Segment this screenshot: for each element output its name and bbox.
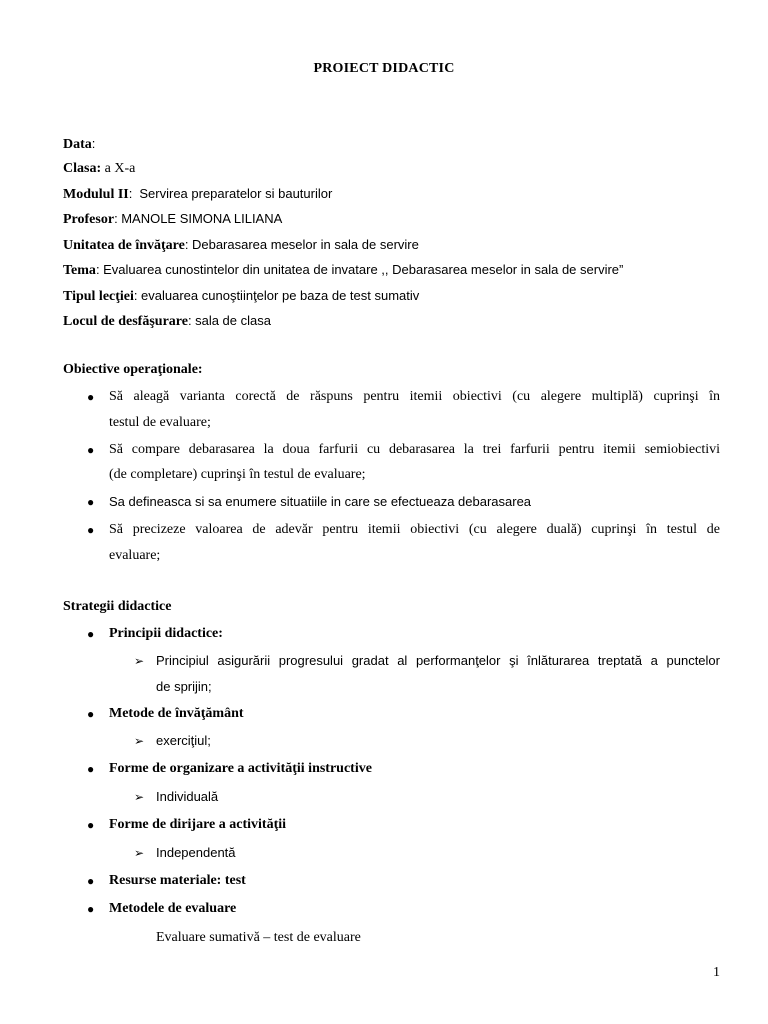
field-modulul: Modulul II: Servirea preparatelor si bauturilor (63, 186, 333, 202)
objective-1-line1: Să aleagă varianta corectă de răspuns pentru itemii obiectivi (cu alegere multiplă) cuprinşi în (109, 389, 720, 404)
bullet-icon: ● (87, 495, 95, 509)
arrow-bullet-icon: ➢ (134, 790, 145, 804)
bullet-icon: ● (87, 627, 95, 641)
field-data-label: Data (63, 137, 92, 152)
field-clasa (63, 161, 135, 177)
field-locul-label: Locul de desfăşurare (63, 314, 188, 329)
evaluare-label: Metodele de evaluare (109, 901, 237, 916)
arrow-bullet-icon: ➢ (134, 734, 145, 748)
principii-sub-line2: de sprijin; (156, 679, 212, 694)
bullet-icon: ● (87, 874, 95, 888)
objective-2-line2: (de completare) cuprinşi în testul de evaluare; (109, 467, 366, 482)
objective-2-line1: Să compare debarasarea la doua farfurii cu debarasarea la trei farfurii pentru itemii semiobiectivi (109, 442, 720, 457)
bullet-icon: ● (87, 390, 95, 404)
field-clasa-label: Clasa: (63, 161, 102, 176)
strategies-heading: Strategii didactice (63, 599, 172, 614)
field-locul-value: sala de clasa (195, 313, 271, 328)
objectives-heading: Obiective operaţionale: (63, 362, 203, 377)
forme-dirijare-sub: Independentă (156, 845, 236, 860)
field-unitatea-value: Debarasarea meselor in sala de servire (191, 237, 419, 252)
bullet-icon: ● (87, 707, 95, 721)
field-locul: Locul de desfăşurare: sala de clasa (63, 313, 271, 329)
field-tema-label: Tema (63, 263, 96, 278)
field-profesor-value: MANOLE SIMONA LILIANA (121, 211, 283, 226)
bullet-icon: ● (87, 902, 95, 916)
resurse-label: Resurse materiale: test (109, 873, 246, 888)
field-profesor: Profesor: MANOLE SIMONA LILIANA (63, 211, 283, 227)
field-modulul-label: Modulul II (63, 187, 129, 202)
objective-3-line1: Sa defineasca si sa enumere situatiile in care se efectueaza debarasarea (109, 494, 532, 509)
field-tema: Tema: Evaluarea cunostintelor din unitatea de invatare ,, Debarasarea meselor in sala de servire” (63, 262, 624, 278)
bullet-icon: ● (87, 523, 95, 537)
field-tipul-label: Tipul lecţiei (63, 289, 134, 304)
field-tema-value: Evaluarea cunostintelor din unitatea de invatare ,, Debarasarea meselor in sala de servire” (103, 262, 624, 277)
field-clasa-value: a X-a (104, 161, 136, 176)
arrow-bullet-icon: ➢ (134, 846, 145, 860)
metode-sub: exerciţiul; (156, 733, 211, 748)
field-modulul-value: Servirea preparatelor si bauturilor (139, 186, 333, 201)
bullet-icon: ● (87, 818, 95, 832)
bullet-icon: ● (87, 762, 95, 776)
principii-label: Principii didactice: (109, 626, 223, 641)
objective-4-line1: Să precizeze valoarea de adevăr pentru itemii obiectivi (cu alegere duală) cuprinşi în testul de (109, 522, 720, 537)
page-title: PROIECT DIDACTIC (313, 61, 455, 76)
objective-1-line2: testul de evaluare; (109, 415, 211, 430)
field-data: Data: (63, 136, 96, 152)
bullet-icon: ● (87, 443, 95, 457)
page-number: 1 (713, 965, 720, 980)
objective-4-line2: evaluare; (109, 548, 161, 563)
field-tipul-value: evaluarea cunoştiinţelor pe baza de test sumativ (141, 288, 420, 303)
evaluare-sub: Evaluare sumativă – test de evaluare (156, 930, 361, 945)
field-profesor-label: Profesor (63, 212, 115, 227)
field-unitatea: Unitatea de învăţare: Debarasarea meselor in sala de servire (63, 237, 419, 253)
field-unitatea-label: Unitatea de învăţare (63, 238, 185, 253)
forme-organizare-sub: Individuală (156, 789, 219, 804)
arrow-bullet-icon: ➢ (134, 654, 145, 668)
forme-organizare-label: Forme de organizare a activităţii instructive (109, 761, 372, 776)
field-tipul: Tipul lecţiei: evaluarea cunoştiinţelor pe baza de test sumativ (63, 288, 420, 304)
metode-label: Metode de învăţământ (109, 706, 244, 721)
principii-sub-line1: Principiul asigurării progresului gradat al performanţelor şi înlăturarea treptată a punctelor (156, 653, 720, 668)
forme-dirijare-label: Forme de dirijare a activităţii (109, 817, 287, 832)
